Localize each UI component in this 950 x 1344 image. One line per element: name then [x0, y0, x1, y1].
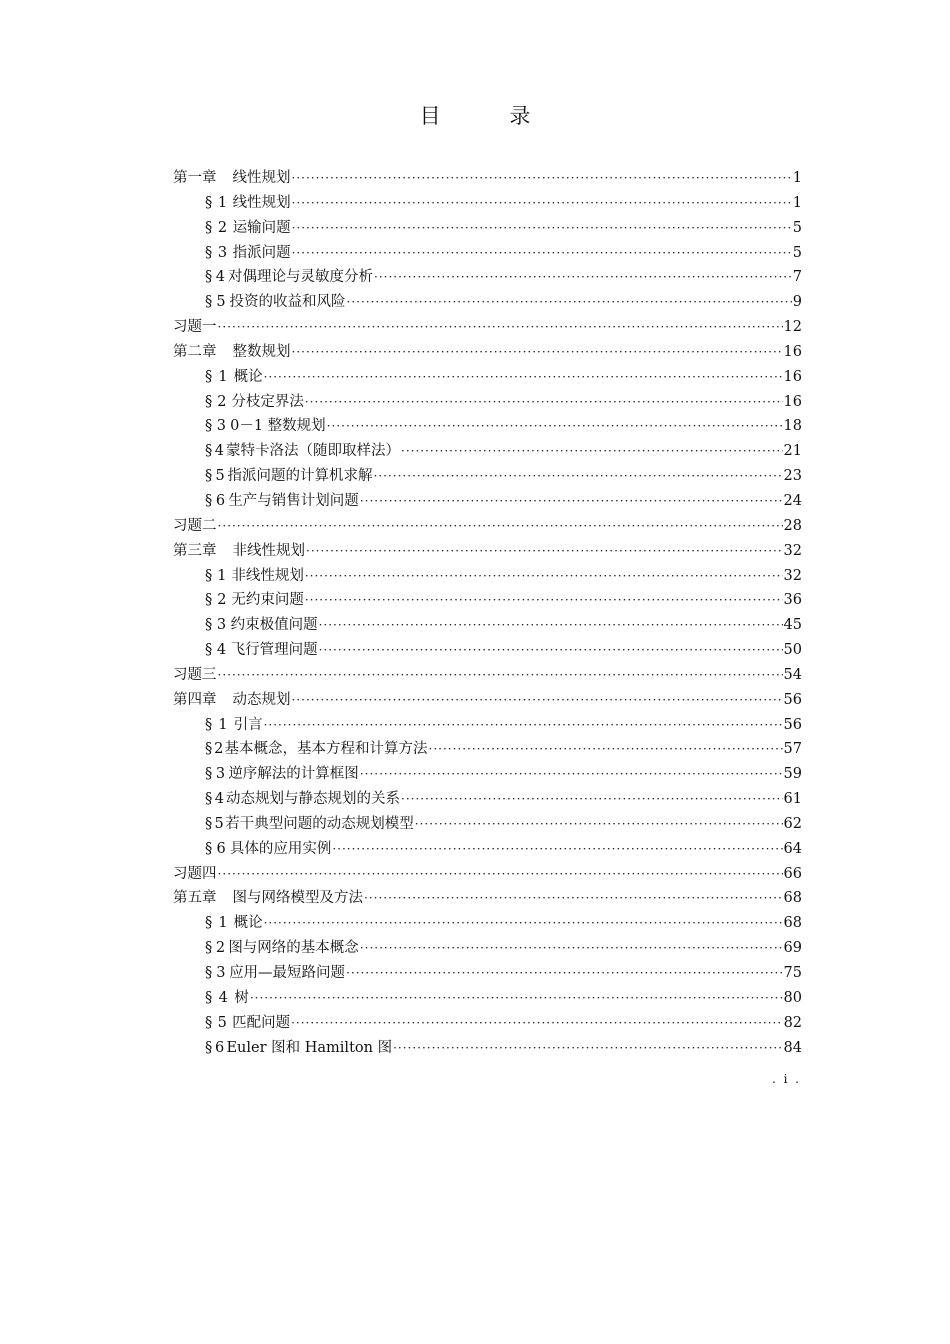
- entry-page-number: 56: [783, 691, 802, 708]
- section-number: 2: [214, 741, 224, 758]
- entry-title: 约束极值问题: [230, 617, 318, 634]
- page-title: [0, 100, 950, 130]
- entry-title: 无约束问题: [231, 592, 304, 609]
- entry-page-number: 54: [783, 666, 802, 683]
- section-number: 1: [217, 567, 227, 584]
- section-symbol: §: [205, 269, 213, 286]
- dot-leader: [292, 221, 792, 235]
- entry-title: 动态规划: [232, 691, 291, 708]
- dot-leader: [401, 792, 783, 806]
- toc-entry-section[interactable]: [173, 265, 802, 290]
- dot-leader: [250, 991, 783, 1005]
- dot-leader: [347, 295, 792, 309]
- title-part-2: 录: [509, 104, 531, 128]
- toc-entry-section[interactable]: [173, 961, 802, 986]
- toc-entry-section[interactable]: [173, 911, 802, 936]
- dot-leader: [415, 817, 783, 831]
- entry-page-number: 62: [783, 815, 802, 832]
- page-number-footer: . i .: [772, 1072, 802, 1086]
- entry-title: 非线性规划: [231, 567, 304, 584]
- toc-entry-section[interactable]: [173, 414, 802, 439]
- entry-title: 分枝定界法: [231, 393, 304, 410]
- entry-page-number: 28: [783, 517, 802, 534]
- section-number: 5: [214, 815, 224, 832]
- section-symbol: §: [205, 1039, 213, 1056]
- section-number: 3: [216, 418, 226, 435]
- toc-entry-chapter[interactable]: [173, 340, 802, 365]
- section-number: 5: [217, 1014, 227, 1031]
- entry-page-number: 75: [783, 965, 802, 981]
- toc-entry-exercise[interactable]: [173, 315, 802, 340]
- title-part-1: 目: [419, 104, 441, 128]
- entry-title: 引言: [233, 716, 263, 733]
- entry-title: 图与网络模型及方法: [232, 890, 363, 907]
- section-symbol: §: [205, 194, 213, 211]
- toc-entry-section[interactable]: [173, 464, 802, 489]
- entry-page-number: 66: [783, 865, 802, 882]
- section-symbol: §: [205, 418, 213, 435]
- section-number: 4: [215, 269, 225, 286]
- section-number: 3: [216, 965, 226, 981]
- entry-title: 匹配问题: [232, 1014, 291, 1031]
- entry-title: 运输问题: [232, 219, 291, 236]
- entry-title: 整数规划: [232, 343, 291, 360]
- entry-title: 习题四: [173, 865, 217, 882]
- dot-leader: [218, 867, 783, 881]
- entry-title: 动态规划与静态规划的关系: [226, 791, 401, 808]
- section-symbol: §: [205, 468, 213, 485]
- dot-leader: [264, 916, 783, 930]
- section-symbol: §: [205, 244, 213, 261]
- toc-entry-exercise[interactable]: [173, 514, 802, 539]
- entry-title: 线性规划: [232, 194, 291, 211]
- section-symbol: §: [205, 1014, 213, 1031]
- toc-entry-section[interactable]: [173, 638, 802, 663]
- section-symbol: §: [205, 393, 213, 410]
- chapter-label: 第二章: [173, 343, 217, 360]
- toc-entry-section[interactable]: [173, 936, 802, 961]
- entry-title: 树: [234, 989, 249, 1006]
- section-number: 4: [214, 791, 225, 808]
- toc-entry-section[interactable]: [173, 1036, 802, 1061]
- dot-leader: [319, 618, 783, 632]
- toc-entry-section[interactable]: [173, 787, 802, 812]
- toc-entry-section[interactable]: [173, 613, 802, 638]
- section-symbol: §: [205, 219, 213, 236]
- entry-page-number: 32: [783, 567, 802, 584]
- entry-page-number: 50: [783, 642, 802, 659]
- section-symbol: §: [205, 766, 213, 783]
- section-number: 1: [218, 915, 228, 932]
- dot-leader: [360, 941, 783, 955]
- toc-entry-section[interactable]: [173, 439, 802, 464]
- entry-title: 投资的收益和风险: [229, 294, 346, 311]
- section-number: 1: [218, 716, 228, 733]
- section-number: 5: [215, 468, 225, 485]
- dot-leader: [292, 196, 792, 210]
- section-symbol: §: [205, 965, 213, 981]
- entry-title: 蒙特卡洛法（随即取样法）: [226, 443, 401, 460]
- section-number: 2: [217, 393, 227, 410]
- section-symbol: §: [205, 840, 213, 857]
- dot-leader: [218, 519, 783, 533]
- entry-title: 图与网络的基本概念: [228, 940, 359, 957]
- entry-page-number: 82: [783, 1014, 803, 1031]
- entry-title: 习题二: [173, 517, 217, 534]
- section-number: 3: [216, 617, 227, 634]
- dot-leader: [264, 370, 783, 384]
- toc-entry-chapter[interactable]: [173, 886, 802, 911]
- section-symbol: §: [205, 492, 213, 509]
- toc-entry-section[interactable]: [173, 191, 802, 216]
- toc-entry-chapter[interactable]: [173, 166, 802, 191]
- entry-page-number: 18: [783, 418, 802, 435]
- section-number: 6: [214, 1039, 225, 1056]
- toc-entry-section[interactable]: [173, 390, 802, 415]
- chapter-label: 第一章: [173, 170, 217, 186]
- dot-leader: [218, 320, 783, 334]
- dot-leader: [291, 1016, 782, 1030]
- toc-entry-section[interactable]: [173, 365, 802, 390]
- table-of-contents: [173, 166, 802, 1060]
- dot-leader: [332, 842, 782, 856]
- toc-entry-section[interactable]: [173, 1011, 802, 1036]
- chapter-label: 第四章: [173, 691, 217, 708]
- toc-entry-section[interactable]: [173, 762, 802, 787]
- toc-entry-section[interactable]: [173, 290, 802, 315]
- dot-leader: [264, 718, 783, 732]
- entry-page-number: 64: [783, 840, 802, 857]
- section-number: 1: [218, 368, 228, 385]
- section-symbol: §: [205, 617, 213, 634]
- entry-title: 非线性规划: [232, 542, 305, 559]
- dot-leader: [305, 593, 783, 607]
- section-number: 4: [216, 642, 227, 659]
- dot-leader: [346, 966, 782, 980]
- toc-entry-exercise[interactable]: [173, 862, 802, 887]
- dot-leader: [327, 419, 783, 433]
- dot-leader: [305, 569, 783, 583]
- entry-page-number: 21: [783, 443, 802, 460]
- section-number: 1: [217, 194, 228, 211]
- entry-title: 逆序解法的计算框图: [228, 766, 359, 783]
- entry-title: Euler 图和 Hamilton 图: [226, 1039, 393, 1056]
- section-number: 6: [215, 492, 226, 509]
- dot-leader: [306, 544, 783, 558]
- dot-leader: [401, 444, 783, 458]
- section-symbol: §: [205, 368, 213, 385]
- dot-leader: [319, 643, 783, 657]
- entry-page-number: 80: [783, 989, 802, 1006]
- dot-leader: [429, 742, 783, 756]
- entry-page-number: 59: [783, 766, 802, 783]
- entry-page-number: 7: [792, 269, 802, 286]
- dot-leader: [292, 693, 783, 707]
- toc-entry-section[interactable]: [173, 837, 802, 862]
- section-number: 3: [217, 244, 228, 261]
- entry-title: 习题三: [173, 666, 217, 683]
- entry-title: 概论: [233, 915, 263, 932]
- entry-page-number: 45: [783, 617, 802, 634]
- toc-entry-section[interactable]: [173, 489, 802, 514]
- section-number: 4: [214, 443, 225, 460]
- entry-title: 飞行管理问题: [230, 642, 318, 659]
- toc-entry-section[interactable]: [173, 564, 802, 589]
- section-symbol: §: [205, 915, 213, 932]
- entry-title: 应用—最短路问题: [229, 965, 346, 981]
- entry-title: 具体的应用实例: [229, 840, 332, 857]
- entry-page-number: 32: [783, 542, 802, 559]
- toc-entry-section[interactable]: [173, 986, 802, 1011]
- section-number: 2: [215, 940, 226, 957]
- entry-page-number: 16: [783, 368, 802, 385]
- entry-page-number: 9: [792, 294, 802, 311]
- section-number: 2: [217, 219, 228, 236]
- dot-leader: [292, 171, 792, 185]
- section-symbol: §: [205, 294, 213, 311]
- section-symbol: §: [205, 791, 213, 808]
- section-symbol: §: [205, 741, 213, 758]
- section-symbol: §: [205, 815, 213, 832]
- section-symbol: §: [205, 716, 213, 733]
- toc-entry-section[interactable]: [173, 737, 802, 762]
- section-number: 4: [218, 989, 228, 1006]
- section-symbol: §: [205, 567, 213, 584]
- dot-leader: [305, 395, 783, 409]
- toc-entry-section[interactable]: [173, 713, 802, 738]
- entry-page-number: 84: [783, 1039, 802, 1056]
- entry-title: 概论: [233, 368, 263, 385]
- entry-page-number: 69: [783, 940, 802, 957]
- dot-leader: [218, 668, 783, 682]
- toc-entry-chapter[interactable]: [173, 539, 802, 564]
- entry-page-number: 5: [792, 244, 802, 261]
- entry-page-number: 1: [792, 194, 802, 211]
- section-number: 5: [216, 294, 226, 311]
- entry-page-number: 16: [783, 393, 802, 410]
- section-symbol: §: [205, 940, 213, 957]
- entry-page-number: 1: [792, 170, 802, 186]
- entry-title: 习题一: [173, 319, 217, 336]
- dot-leader: [393, 1041, 782, 1055]
- chapter-label: 第三章: [173, 542, 217, 559]
- toc-entry-section[interactable]: [173, 812, 802, 837]
- section-symbol: §: [205, 989, 213, 1006]
- toc-entry-exercise[interactable]: [173, 663, 802, 688]
- toc-entry-section[interactable]: [173, 588, 802, 613]
- entry-title: 生产与销售计划问题: [228, 492, 359, 509]
- entry-page-number: 23: [783, 468, 802, 485]
- section-number: 2: [217, 592, 227, 609]
- dot-leader: [360, 494, 783, 508]
- entry-title: 0－1 整数规划: [230, 418, 326, 435]
- section-symbol: §: [205, 592, 213, 609]
- dot-leader: [374, 469, 783, 483]
- dot-leader: [364, 891, 783, 905]
- section-number: 3: [215, 766, 226, 783]
- entry-page-number: 5: [792, 219, 802, 236]
- entry-page-number: 36: [783, 592, 802, 609]
- chapter-label: 第五章: [173, 890, 217, 907]
- entry-page-number: 61: [783, 791, 802, 808]
- entry-page-number: 57: [783, 741, 802, 758]
- dot-leader: [374, 270, 792, 284]
- dot-leader: [292, 246, 792, 260]
- entry-page-number: 56: [783, 716, 802, 733]
- section-number: 6: [216, 840, 226, 857]
- toc-entry-section[interactable]: [173, 241, 802, 266]
- toc-entry-section[interactable]: [173, 216, 802, 241]
- section-symbol: §: [205, 642, 213, 659]
- entry-title: 对偶理论与灵敏度分析: [228, 269, 374, 286]
- toc-entry-chapter[interactable]: [173, 688, 802, 713]
- entry-title: 指派问题: [232, 244, 291, 261]
- entry-page-number: 24: [783, 492, 802, 509]
- section-symbol: §: [205, 443, 213, 460]
- entry-title: 指派问题的计算机求解: [227, 468, 373, 485]
- entry-page-number: 12: [783, 319, 802, 336]
- entry-title: 若干典型问题的动态规划模型: [225, 815, 414, 832]
- dot-leader: [292, 345, 783, 359]
- dot-leader: [360, 767, 783, 781]
- entry-title: 线性规划: [232, 170, 291, 186]
- entry-page-number: 68: [783, 915, 802, 932]
- entry-page-number: 16: [783, 343, 802, 360]
- entry-page-number: 68: [783, 890, 802, 907]
- entry-title: 基本概念，基本方程和计算方法: [224, 741, 428, 758]
